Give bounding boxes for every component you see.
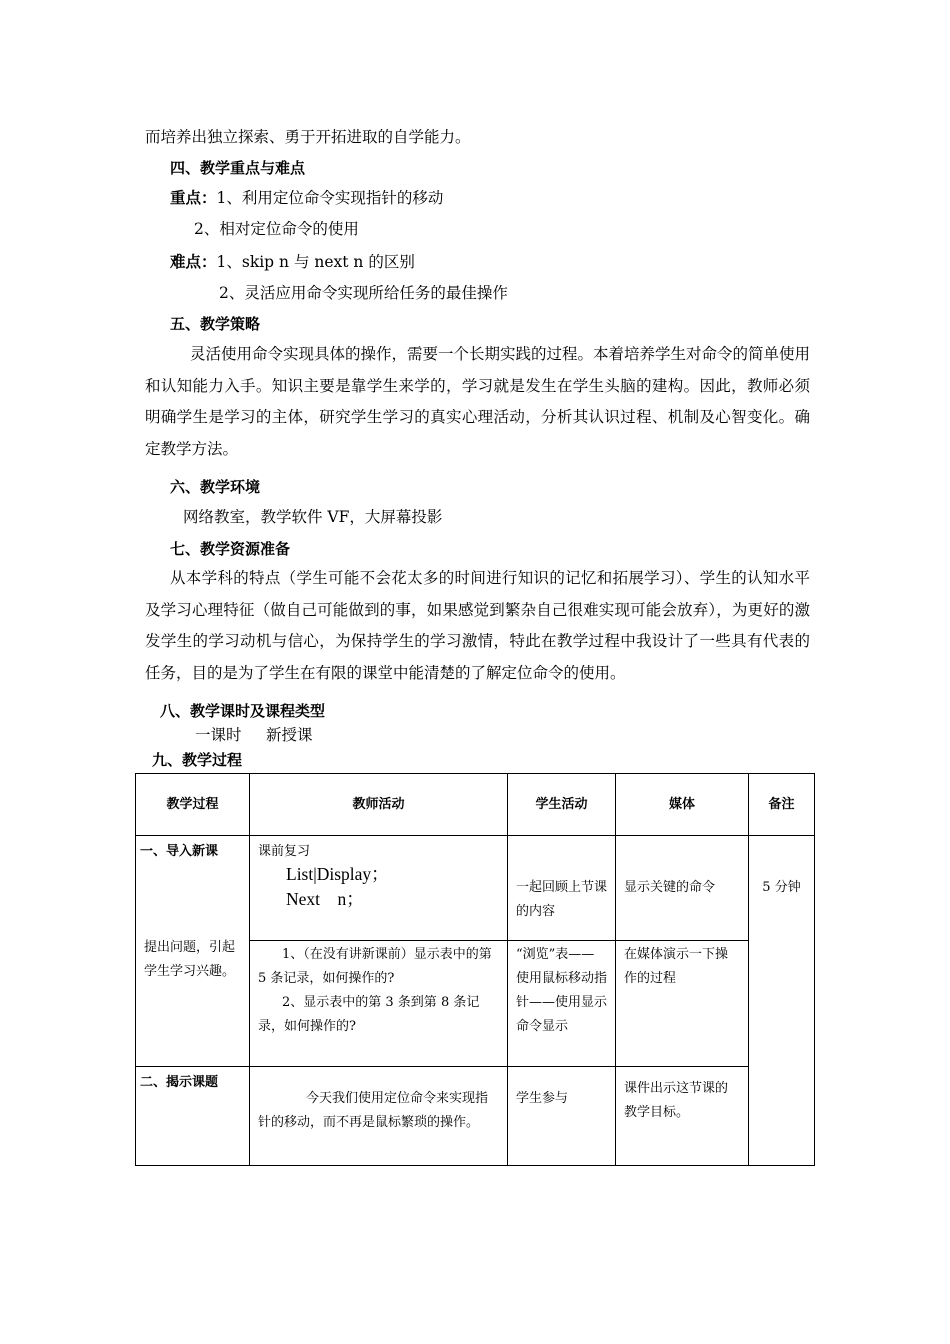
key-point-label: 重点： <box>170 189 217 207</box>
header-teacher: 教师活动 <box>249 773 508 836</box>
row2-media: 课件出示这节课的教学目标。 <box>615 1066 749 1166</box>
header-media: 媒体 <box>615 773 749 836</box>
section-5-title: 五、教学策略 <box>170 315 261 333</box>
row2-stage: 二、揭示课题 <box>140 1075 219 1090</box>
section-7-body: 从本学科的特点（学生可能不会花太多的时间进行知识的记忆和拓展学习）、学生的认知水平及学习心理特征（做自己可能做到的事，如果感觉到繁杂自己很难实现可能会放弃），为更好的激发学生的学习动机与信心，为保持学生的学习激情，特此在教学过程中我设计了一些具有代表的任务，目的是为了学生在有限的课堂中能清楚的了解定位命令的使用。 <box>145 569 810 682</box>
section-6-body: 网络教室，教学软件 VF，大屏幕投影 <box>183 508 443 526</box>
review-label: 课前复习 <box>258 844 311 859</box>
row2-stage-cell <box>135 1066 250 1166</box>
section-6-title: 六、教学环境 <box>170 478 261 496</box>
class-hours: 一课时 <box>195 726 242 744</box>
intro-line: 而培养出独立探索、勇于开拓进取的自学能力。 <box>145 128 471 146</box>
row1a-student: 一起回顾上节课的内容 <box>507 835 616 941</box>
row1a-media: 显示关键的命令 <box>615 835 749 1067</box>
review-command-1: List|Display； <box>286 864 389 884</box>
key-point-1-text: 1、利用定位命令实现指针的移动 <box>216 189 444 207</box>
difficulty-1-text: 1、skip n 与 next n 的区别 <box>216 253 415 271</box>
section-9-title: 九、教学过程 <box>152 751 243 769</box>
header-remark: 备注 <box>748 773 815 836</box>
course-type: 新授课 <box>266 726 313 744</box>
row2-student: 学生参与 <box>507 1066 616 1166</box>
difficulty-1 <box>170 252 415 272</box>
row1-stage: 一、导入新课 <box>140 844 219 859</box>
question-1: 1、（在没有讲新课前）显示表中的第 5 条记录，如何操作的? <box>258 947 492 986</box>
section-4-title: 四、教学重点与难点 <box>170 159 306 177</box>
review-command-2: Next n； <box>286 889 364 909</box>
row1b-student: “浏览”表——使用鼠标移动指针——使用显示命令显示 <box>507 940 616 1067</box>
row1a-teacher <box>249 835 508 941</box>
difficulty-label: 难点： <box>170 253 217 271</box>
key-point-1 <box>170 188 443 208</box>
row1-stage-cell <box>135 835 250 1067</box>
row1b-teacher <box>249 940 508 1067</box>
section-5-body: 灵活使用命令实现具体的操作，需要一个长期实践的过程。本着培养学生对命令的简单使用和认知能力入手。知识主要是靠学生来学的，学习就是发生在学生头脑的建构。因此，教师必须明确学生是学习的主体，研究学生学习的真实心理活动，分析其认识过程、机制及心智变化。确定教学方法。 <box>145 345 811 458</box>
section-8-title: 八、教学课时及课程类型 <box>160 702 326 720</box>
section-7-title: 七、教学资源准备 <box>170 540 291 558</box>
header-student: 学生活动 <box>507 773 616 836</box>
row1b-media: 在媒体演示一下操作的过程 <box>615 940 749 1067</box>
row1-remark: 5 分钟 <box>748 835 815 1166</box>
question-2: 2、显示表中的第 3 条到第 8 条记录，如何操作的? <box>258 995 480 1034</box>
row2-teacher: 今天我们使用定位命令来实现指针的移动，而不再是鼠标繁琐的操作。 <box>249 1066 508 1166</box>
header-stage: 教学过程 <box>135 773 250 836</box>
difficulty-2: 2、灵活应用命令实现所给任务的最佳操作 <box>219 284 508 302</box>
row1-stage-note: 提出问题，引起学生学习兴趣。 <box>144 940 236 979</box>
teaching-process-table <box>135 773 815 1166</box>
key-point-2: 2、相对定位命令的使用 <box>194 220 359 238</box>
